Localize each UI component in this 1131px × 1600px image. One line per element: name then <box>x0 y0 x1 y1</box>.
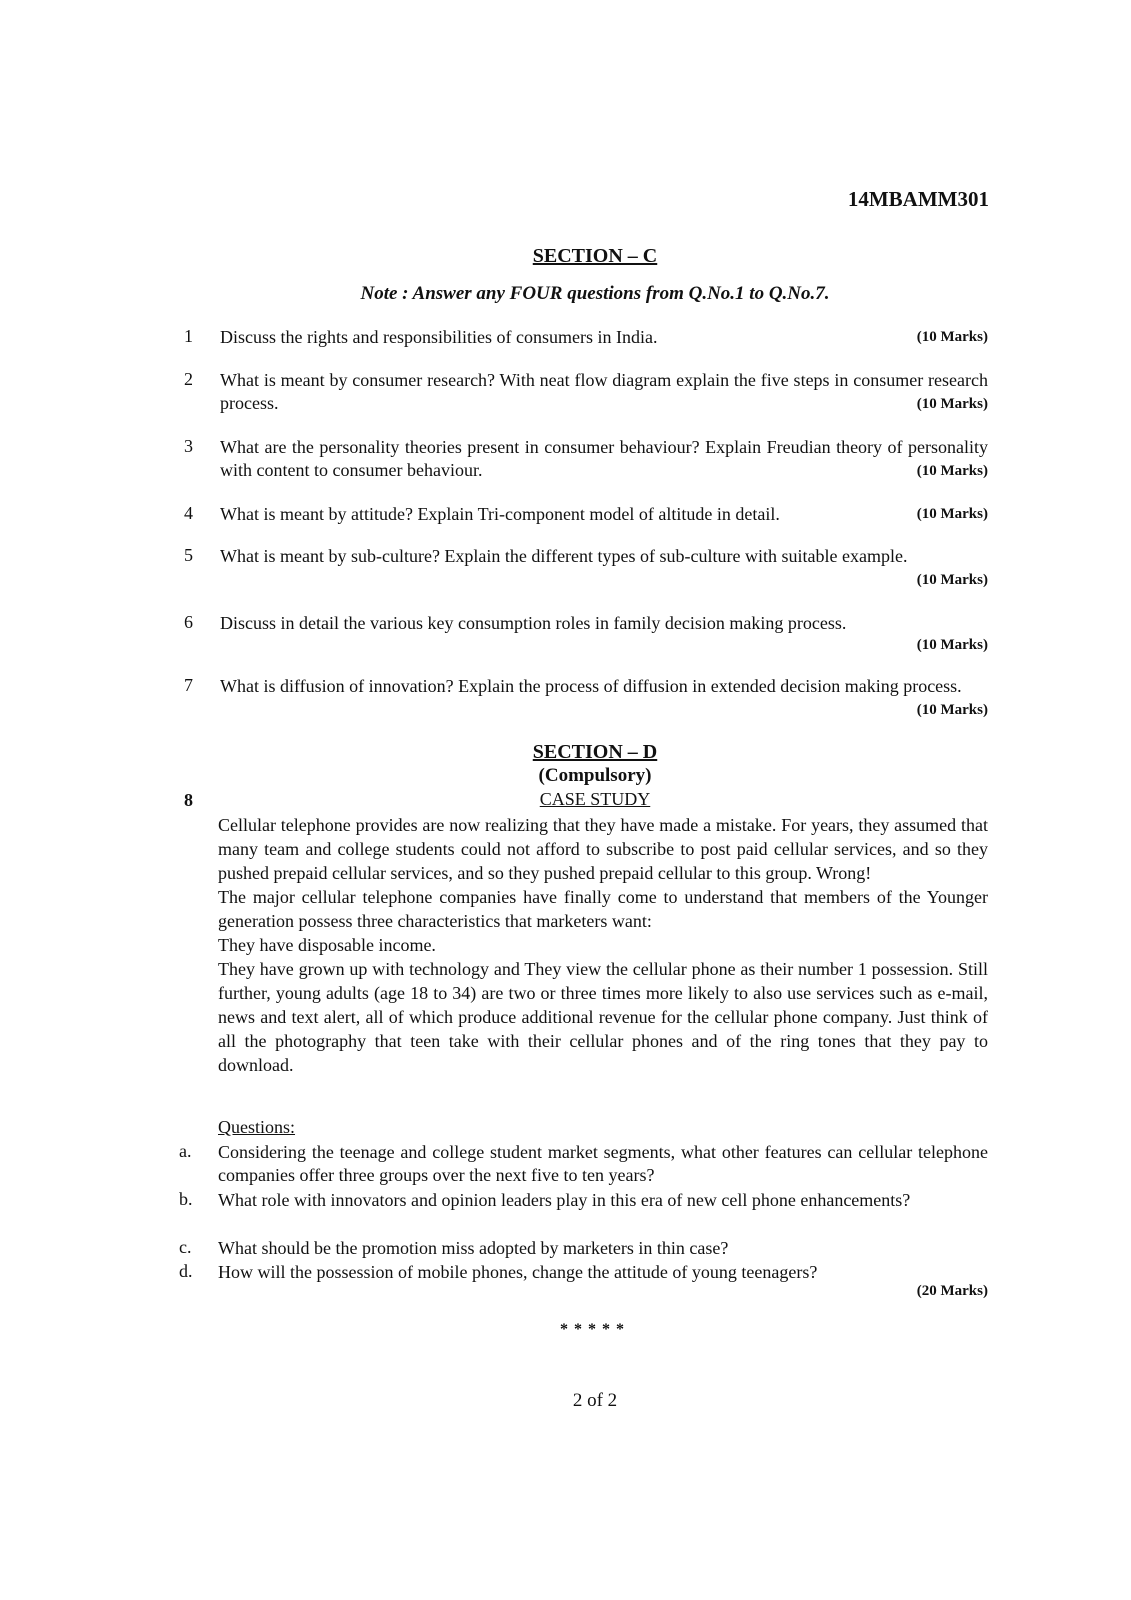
question-text: What are the personality theories present in consumer behaviour? Explain Freudian theory of personality with content to consumer behaviour. <box>220 437 988 480</box>
question-item <box>220 503 988 526</box>
sub-question-label: d. <box>179 1261 193 1281</box>
sub-question-label: c. <box>179 1237 192 1257</box>
question-item <box>220 326 988 349</box>
question-text: What is diffusion of innovation? Explain the process of diffusion in extended decision making process. <box>220 676 962 696</box>
paper-code: 14MBAMM301 <box>847 187 989 211</box>
question-marks: (10 Marks) <box>916 637 988 653</box>
question-number: 3 <box>184 436 193 456</box>
sub-question-text: Considering the teenage and college student market segments, what other features can cellular telephone companies offer three groups over the next five to ten years? <box>218 1142 988 1185</box>
question-number: 7 <box>184 675 193 695</box>
sub-question-text: What role with innovators and opinion leaders play in this era of new cell phone enhancements? <box>218 1190 911 1210</box>
question-text: What is meant by sub-culture? Explain the different types of sub-culture with suitable example. <box>220 546 908 566</box>
question-item <box>220 675 988 698</box>
question-number: 6 <box>184 612 193 632</box>
section-d-title: SECTION – D <box>532 741 658 763</box>
sub-question-text: What should be the promotion miss adopted by marketers in thin case? <box>218 1238 729 1258</box>
sub-question-text: How will the possession of mobile phones, change the attitude of young teenagers? <box>218 1262 818 1282</box>
page-number: 2 of 2 <box>572 1390 618 1411</box>
question-text: Discuss in detail the various key consumption roles in family decision making process. <box>220 613 847 633</box>
question-number: 2 <box>184 369 193 389</box>
question-number: 4 <box>184 503 193 523</box>
question-number: 5 <box>184 545 193 565</box>
end-stars: ***** <box>560 1321 630 1338</box>
section-d-subtitle: (Compulsory) <box>538 765 652 786</box>
section-c-title: SECTION – C <box>532 245 658 267</box>
case-paragraph: The major cellular telephone companies have finally come to understand that members of the Younger generation possess three characteristics that marketers want: <box>218 887 988 931</box>
question-marks: (10 Marks) <box>916 396 988 412</box>
sub-question-label: a. <box>179 1141 192 1161</box>
question-number: 8 <box>184 790 193 810</box>
questions-heading: Questions: <box>218 1117 296 1137</box>
case-study-title: CASE STUDY <box>539 789 651 809</box>
question-text: What is meant by attitude? Explain Tri-component model of altitude in detail. <box>220 504 780 524</box>
case-paragraph: They have disposable income. <box>218 935 436 955</box>
case-paragraph: They have grown up with technology and They view the cellular phone as their number 1 possession. Still further, young adults (age 18 to 34) are two or three times more likely to also use services such as e-mail, news and text alert, all of which produce additional revenue for the cellular phone company. Just think of all the photography that teen take with their cellular phones and of the ring tones that they pay to download. <box>218 959 988 1075</box>
case-paragraph: Cellular telephone provides are now realizing that they have made a mistake. For years, they assumed that many team and college students could not afford to subscribe to post paid cellular services, and so they pushed prepaid cellular services, and so they pushed prepaid cellular to this group. Wrong! <box>218 815 988 883</box>
question-item <box>220 545 988 568</box>
case-study-body <box>218 813 988 1077</box>
question-text: Discuss the rights and responsibilities of consumers in India. <box>220 327 658 347</box>
section-c-note: Note : Answer any FOUR questions from Q.No.1 to Q.No.7. <box>360 283 830 304</box>
question-marks: (10 Marks) <box>916 702 988 718</box>
question-text: What is meant by consumer research? With neat flow diagram explain the five steps in consumer research process. <box>220 370 988 413</box>
question-marks: (10 Marks) <box>916 329 988 345</box>
question-number: 1 <box>184 326 193 346</box>
question-marks: (10 Marks) <box>916 463 988 479</box>
question-item <box>220 612 988 635</box>
question-marks: (10 Marks) <box>916 506 988 522</box>
sub-question-label: b. <box>179 1189 193 1209</box>
section-d-marks: (20 Marks) <box>916 1283 988 1299</box>
question-marks: (10 Marks) <box>916 572 988 588</box>
